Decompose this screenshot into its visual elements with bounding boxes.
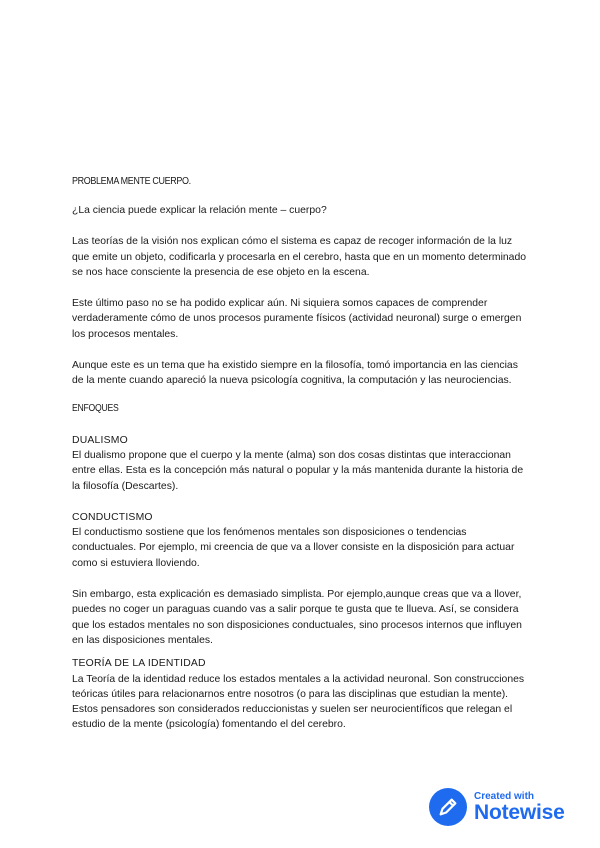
identidad-text-1: La Teoría de la identidad reduce los estados mentales a la actividad neuronal. Son construcciones teóricas útiles para relacionarnos entre nosotros (o para las disciplinas que estudian la mente).: [72, 673, 525, 700]
document-title: PROBLEMA MENTE CUERPO.: [72, 176, 191, 187]
conductismo-text-2: Sin embargo, esta explicación es demasiado simplista. Por ejemplo,aunque creas que va a llover, puedes no coger un paraguas cuando vas a salir porque te gusta que te llueva. Así, se considera que los estados mentales no son disposiciones conductuales, sino procesos internos que influyen en las disposiciones mentales.: [72, 589, 522, 646]
badge-brand: Notewise: [474, 800, 565, 824]
document-page: [72, 176, 532, 733]
badge-text: [474, 791, 565, 824]
intro-question: ¿La ciencia puede explicar la relación mente – cuerpo?: [72, 205, 327, 216]
dualismo-text: El dualismo propone que el cuerpo y la mente (alma) son dos cosas distintas que interaccionan entre ellas. Esta es la concepción más natural o popular y la más mantenida durante la historia de la filosofía (Descartes).: [72, 449, 524, 492]
intro-paragraph-3: Aunque este es un tema que ha existido siempre en la filosofía, tomó importancia en las ciencias de la mente cuando apareció la nueva psicología cognitiva, la computación y las neurociencias.: [72, 360, 518, 387]
notewise-badge: [429, 788, 565, 826]
heading-dualismo: DUALISMO: [72, 434, 128, 446]
pencil-icon: [429, 788, 467, 826]
section-heading-enfoques: ENFOQUES: [72, 402, 119, 414]
badge-created-with: Created with: [474, 790, 535, 802]
intro-paragraph-2: Este último paso no se ha podido explicar aún. Ni siquiera somos capaces de comprender verdaderamente cómo de unos procesos puramente físicos (actividad neuronal) surge o emergen los procesos mentales.: [72, 298, 522, 340]
intro-paragraph-1: Las teorías de la visión nos explican cómo el sistema es capaz de recoger información de la luz que emite un objeto, codificarla y procesarla en el cerebro, hasta que en un momento determinado se nos hace consciente la presencia de ese objeto en la escena.: [72, 236, 526, 278]
identidad-text-2: Estos pensadores son considerados reduccionistas y suelen ser neurocientíficos que relegan el estudio de la mente (psicología) fomentando el del cerebro.: [72, 704, 513, 731]
conductismo-text-1: El conductismo sostiene que los fenómenos mentales son disposiciones o tendencias conductuales. Por ejemplo, mi creencia de que va a llover consiste en la disposición para actuar como si estuviera lloviendo.: [72, 527, 515, 569]
heading-conductismo: CONDUCTISMO: [72, 511, 153, 523]
heading-teoria-identidad: TEORÍA DE LA IDENTIDAD: [72, 658, 206, 670]
